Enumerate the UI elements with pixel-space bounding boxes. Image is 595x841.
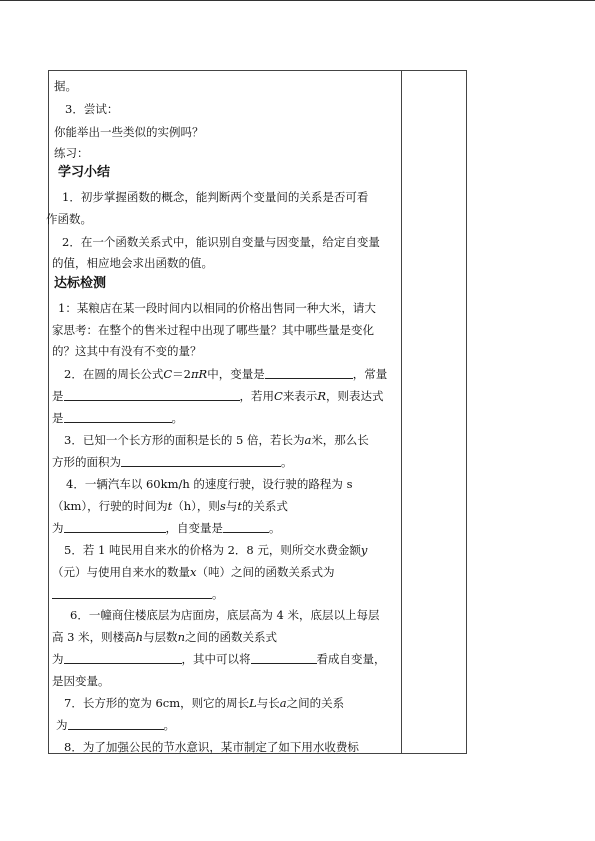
answer-blank[interactable]: [52, 587, 212, 599]
question-5-line: [52, 587, 224, 601]
answer-blank[interactable]: [64, 411, 172, 423]
answer-blank[interactable]: [64, 389, 240, 401]
text: 。: [163, 718, 175, 732]
text: ，自变量是: [165, 521, 223, 535]
text-line: 你能举出一些类似的实例吗？: [54, 125, 204, 139]
text: 与层数: [143, 630, 178, 644]
text: （元）与使用自来水的数量: [52, 565, 190, 579]
text: 是: [52, 411, 64, 425]
text-line: 3．尝试：: [65, 102, 119, 116]
question-1-line: 的？这其中有没有不变的量？: [52, 344, 202, 358]
text-line: 1．初步掌握函数的概念，能判断两个变量间的关系是否可看: [62, 190, 369, 204]
text: （吨）之间的函数关系式为: [196, 565, 335, 579]
text: a: [304, 433, 312, 447]
answer-blank[interactable]: [64, 652, 182, 664]
text-line: 作函数。: [46, 212, 92, 226]
text: 之间的关系: [286, 696, 345, 710]
answer-blank[interactable]: [121, 455, 281, 467]
text: 高 3 米，则楼高: [52, 630, 136, 644]
question-6-line: [52, 630, 277, 644]
section-heading-test: 达标检测: [54, 276, 107, 291]
text: R: [198, 367, 208, 381]
text: 。: [171, 411, 183, 425]
question-6-line: 6．一幢商住楼底层为店面房，底层高为 4 米，底层以上每层: [70, 608, 380, 622]
text: 为: [52, 521, 64, 535]
text: a: [279, 696, 287, 710]
question-5-line: [64, 543, 367, 557]
text: R: [317, 389, 326, 403]
section-heading-summary: 学习小结: [58, 165, 111, 180]
text: ，则表达式: [325, 389, 384, 403]
text: C: [274, 389, 283, 403]
text: 是: [52, 389, 64, 403]
text: 与: [225, 499, 238, 513]
text: 之间的函数关系式: [184, 630, 277, 644]
answer-blank[interactable]: [64, 521, 166, 533]
text: n: [177, 630, 185, 644]
text: 方形的面积为: [52, 455, 121, 469]
text: 。: [281, 455, 293, 469]
question-1-line: 家思考：在整个的售米过程中出现了哪些量？其中哪些量是变化: [52, 323, 374, 337]
table-column-divider: [401, 70, 402, 754]
answer-blank[interactable]: [251, 652, 317, 664]
text: x: [190, 565, 197, 579]
question-2-line: [52, 389, 383, 403]
text: 与长: [256, 696, 280, 710]
question-6-line: 是因变量。: [52, 674, 110, 688]
header-rule: [0, 0, 595, 1]
text: 看成自变量，: [316, 652, 386, 666]
text-line: 练习：: [54, 146, 89, 160]
answer-blank[interactable]: [68, 718, 164, 730]
text: 来表示: [282, 389, 318, 403]
text: L: [249, 696, 257, 710]
text: h: [135, 630, 144, 644]
text: t: [237, 499, 242, 513]
question-2-line: [52, 411, 183, 425]
text: 。: [212, 587, 224, 601]
text: 米，那么长: [311, 433, 369, 447]
answer-blank[interactable]: [223, 521, 269, 533]
question-7-line: [56, 718, 175, 732]
question-2-line: [64, 367, 387, 381]
question-7-line: [64, 696, 344, 710]
text: （h），则: [172, 499, 220, 513]
question-5-line: [52, 565, 335, 579]
text: 的关系式: [241, 499, 288, 513]
question-3-line: [52, 455, 293, 469]
text: 2．在圆的周长公式: [64, 367, 164, 381]
text-line: 据。: [54, 79, 77, 93]
text: 中，变量是: [207, 367, 265, 381]
text: （km），行驶的时间为: [52, 499, 168, 513]
text: s: [219, 499, 226, 513]
text-line: 2．在一个函数关系式中，能识别自变量与因变量，给定自变量: [62, 235, 380, 249]
text: C: [163, 367, 173, 381]
text: 。: [269, 521, 281, 535]
text-line: 的值，相应地会求出函数的值。: [52, 256, 213, 270]
question-3-line: [64, 433, 369, 447]
text: 为: [52, 652, 64, 666]
text: ，其中可以将: [181, 652, 251, 666]
text: ，常量: [352, 367, 388, 381]
question-8-line: 8．为了加强公民的节水意识，某市制定了如下用水收费标: [64, 740, 359, 754]
question-1-line: 1：某粮店在某一段时间内以相同的价格出售同一种大米，请大: [58, 301, 376, 315]
text: 5．若 1 吨民用自来水的价格为 2．8 元，则所交水费金额: [64, 543, 361, 557]
question-6-line: [52, 652, 386, 666]
text: π: [190, 367, 199, 381]
text: 3．已知一个长方形的面积是长的 5 倍，若长为: [64, 433, 305, 447]
question-4-line: 4．一辆汽车以 60km/h 的速度行驶，设行驶的路程为 s: [66, 477, 353, 491]
question-4-line: [52, 521, 281, 535]
question-4-line: [52, 499, 288, 513]
text: 7．长方形的宽为 6cm，则它的周长: [64, 696, 250, 710]
text: y: [360, 543, 368, 557]
text: ，若用: [239, 389, 274, 403]
text: ＝2: [172, 367, 191, 381]
text: t: [167, 499, 173, 513]
answer-blank[interactable]: [265, 367, 353, 379]
text: 为: [56, 718, 68, 732]
